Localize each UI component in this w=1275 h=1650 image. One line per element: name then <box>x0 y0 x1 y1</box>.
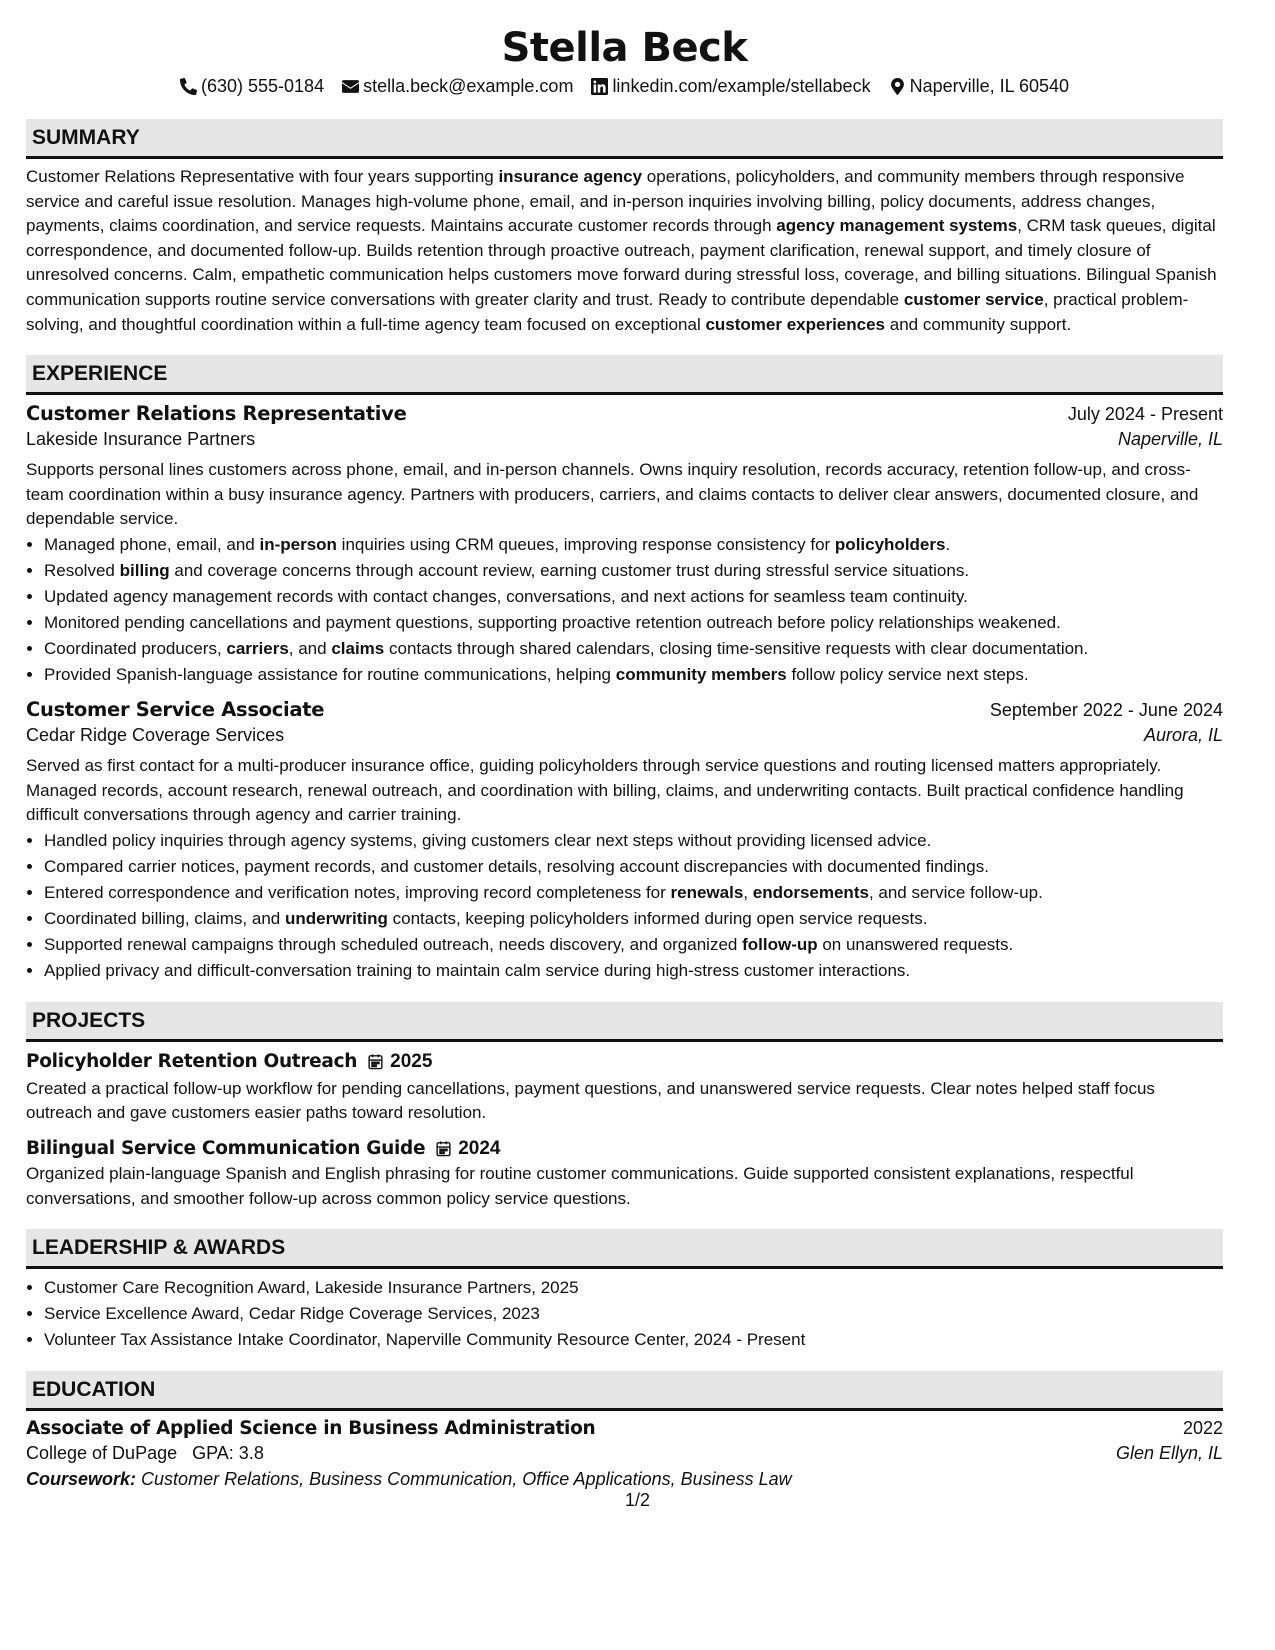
envelope-icon <box>342 78 359 95</box>
job-description: Supports personal lines customers across phone, email, and in-person channels. Owns inquiry resolution, records accuracy, retention follow-up, and cross-team coordination within a busy insurance agency. Partners with producers, carriers, and claims contacts to deliver clear answers, documented closure, and dependable service. <box>26 460 1199 529</box>
education-entry <box>26 1418 1223 1490</box>
candidate-name: Stella Beck <box>501 25 748 71</box>
coursework <box>26 1469 1223 1490</box>
job-entry-2 <box>26 698 1223 984</box>
project-year: 2025 <box>390 1050 433 1072</box>
job-title: Customer Relations Representative <box>26 402 407 426</box>
contact-bar <box>26 76 1223 97</box>
gpa: GPA: 3.8 <box>192 1443 264 1464</box>
job-dates: September 2022 - June 2024 <box>989 699 1223 720</box>
projects-heading: PROJECTS <box>26 1002 1223 1042</box>
job-title: Customer Service Associate <box>26 697 325 721</box>
linkedin-text: linkedin.com/example/stellabeck <box>612 76 871 96</box>
list-item: • Provided Spanish-language assistance for routine communications, helping community members follow policy service next steps. <box>44 662 1223 688</box>
job-dates: July 2024 - Present <box>1067 404 1223 425</box>
education-year: 2022 <box>1182 1418 1223 1439</box>
phone-text: (630) 555-0184 <box>200 76 325 96</box>
job-company: Cedar Ridge Coverage Services <box>26 724 285 745</box>
contact-phone[interactable] <box>180 76 324 97</box>
project-title: Policyholder Retention Outreach <box>26 1051 358 1073</box>
project-entry-2 <box>26 1138 1223 1211</box>
list-item: • Entered correspondence and verification notes, improving record completeness for renewals, endorsements, and service follow-up. <box>44 880 1223 906</box>
job-entry-1 <box>26 402 1223 688</box>
list-item: • Handled policy inquiries through agency systems, giving customers clear next steps without providing licensed advice. <box>44 828 1223 854</box>
list-item: • Compared carrier notices, payment records, and customer details, resolving account discrepancies with documented findings. <box>44 854 1223 880</box>
degree-title: Associate of Applied Science in Business Administration <box>26 1418 596 1440</box>
list-item: • Resolved billing and coverage concerns through account review, earning customer trust during stressful service situations. <box>44 558 1223 584</box>
coursework-list: Customer Relations, Business Communication, Office Applications, Business Law <box>141 1469 792 1490</box>
coursework-label: Coursework: <box>26 1469 137 1490</box>
awards-heading: LEADERSHIP & AWARDS <box>26 1229 1223 1269</box>
awards-list <box>26 1275 1223 1353</box>
list-item: • Customer Care Recognition Award, Lakeside Insurance Partners, 2025 <box>44 1275 1223 1301</box>
job-bullets <box>26 828 1223 984</box>
linkedin-icon <box>591 78 608 95</box>
list-item: • Coordinated producers, carriers, and claims contacts through shared calendars, closing time-sensitive requests with clear documentation. <box>44 636 1223 662</box>
summary-heading: SUMMARY <box>26 119 1223 159</box>
job-company: Lakeside Insurance Partners <box>26 429 256 450</box>
calendar-icon <box>367 1053 384 1070</box>
project-description: Organized plain-language Spanish and English phrasing for routine customer communications. Guide supported consistent explanations, respectful conversations, and smoother follow-up across common policy service questions. <box>26 1163 1134 1208</box>
school-name: College of DuPage <box>26 1443 178 1464</box>
location-text: Naperville, IL 60540 <box>909 76 1070 96</box>
list-item: • Managed phone, email, and in-person inquiries using CRM queues, improving response consistency for policyholders. <box>44 532 1223 558</box>
phone-icon <box>180 78 197 95</box>
job-description: Served as first contact for a multi-producer insurance office, guiding policyholders through service questions and routing licensed matters appropriately. Managed records, account research, renewal outreach, and coordination with billing, claims, and underwriting contacts. Built practical confidence handling difficult conversations through agency and carrier training. <box>26 755 1184 825</box>
contact-location <box>889 76 1069 97</box>
list-item: • Monitored pending cancellations and payment questions, supporting proactive retention outreach before policy relationships weakened. <box>44 610 1223 636</box>
contact-email[interactable] <box>342 76 573 97</box>
project-description: Created a practical follow-up workflow for pending cancellations, payment questions, and unanswered service requests. Clear notes helped staff focus outreach and gave customers easier paths toward resolution. <box>26 1078 1155 1123</box>
project-title: Bilingual Service Communication Guide <box>26 1138 426 1160</box>
list-item: • Volunteer Tax Assistance Intake Coordinator, Naperville Community Resource Center, 2024 - Present <box>44 1327 1223 1353</box>
list-item: • Service Excellence Award, Cedar Ridge Coverage Services, 2023 <box>44 1301 1223 1327</box>
job-bullets <box>26 532 1223 688</box>
experience-heading: EXPERIENCE <box>26 355 1223 395</box>
list-item: • Coordinated billing, claims, and underwriting contacts, keeping policyholders informed during open service requests. <box>44 906 1223 932</box>
project-entry-1 <box>26 1051 1223 1126</box>
education-heading: EDUCATION <box>26 1371 1223 1411</box>
page-number: 1/2 <box>624 1490 651 1510</box>
map-pin-icon <box>889 78 906 95</box>
list-item: • Updated agency management records with contact changes, conversations, and next actions for seamless team continuity. <box>44 584 1223 610</box>
summary-text: Customer Relations Representative with four years supporting insurance agency operations, policyholders, and community members through responsive service and careful issue resolution. Manages high-volume phone, email, and in-person inquiries involving billing, policy documents, address changes, payments, claims coordination, and service requests. Maintains accurate customer records through agency management systems, CRM task queues, digital correspondence, and documented follow-up. Builds retention through proactive outreach, payment clarification, renewal support, and timely closure of unresolved concerns. Calm, empathetic communication helps customers move forward during stressful loss, coverage, and billing situations. Bilingual Spanish communication supports routine service conversations with greater clarity and trust. Ready to contribute dependable customer service, practical problem-solving, and thoughtful coordination within a full-time agency team focused on exceptional customer experiences and community support. <box>26 167 1217 334</box>
job-location: Naperville, IL <box>1117 429 1223 450</box>
contact-linkedin[interactable] <box>591 76 870 97</box>
education-location: Glen Ellyn, IL <box>1115 1443 1223 1464</box>
list-item: • Supported renewal campaigns through scheduled outreach, needs discovery, and organized follow-up on unanswered requests. <box>44 932 1223 958</box>
list-item: • Applied privacy and difficult-conversation training to maintain calm service during high-stress customer interactions. <box>44 958 1223 984</box>
project-year: 2024 <box>458 1137 501 1159</box>
job-location: Aurora, IL <box>1143 724 1223 745</box>
email-text: stella.beck@example.com <box>363 76 574 96</box>
calendar-icon <box>435 1140 452 1157</box>
